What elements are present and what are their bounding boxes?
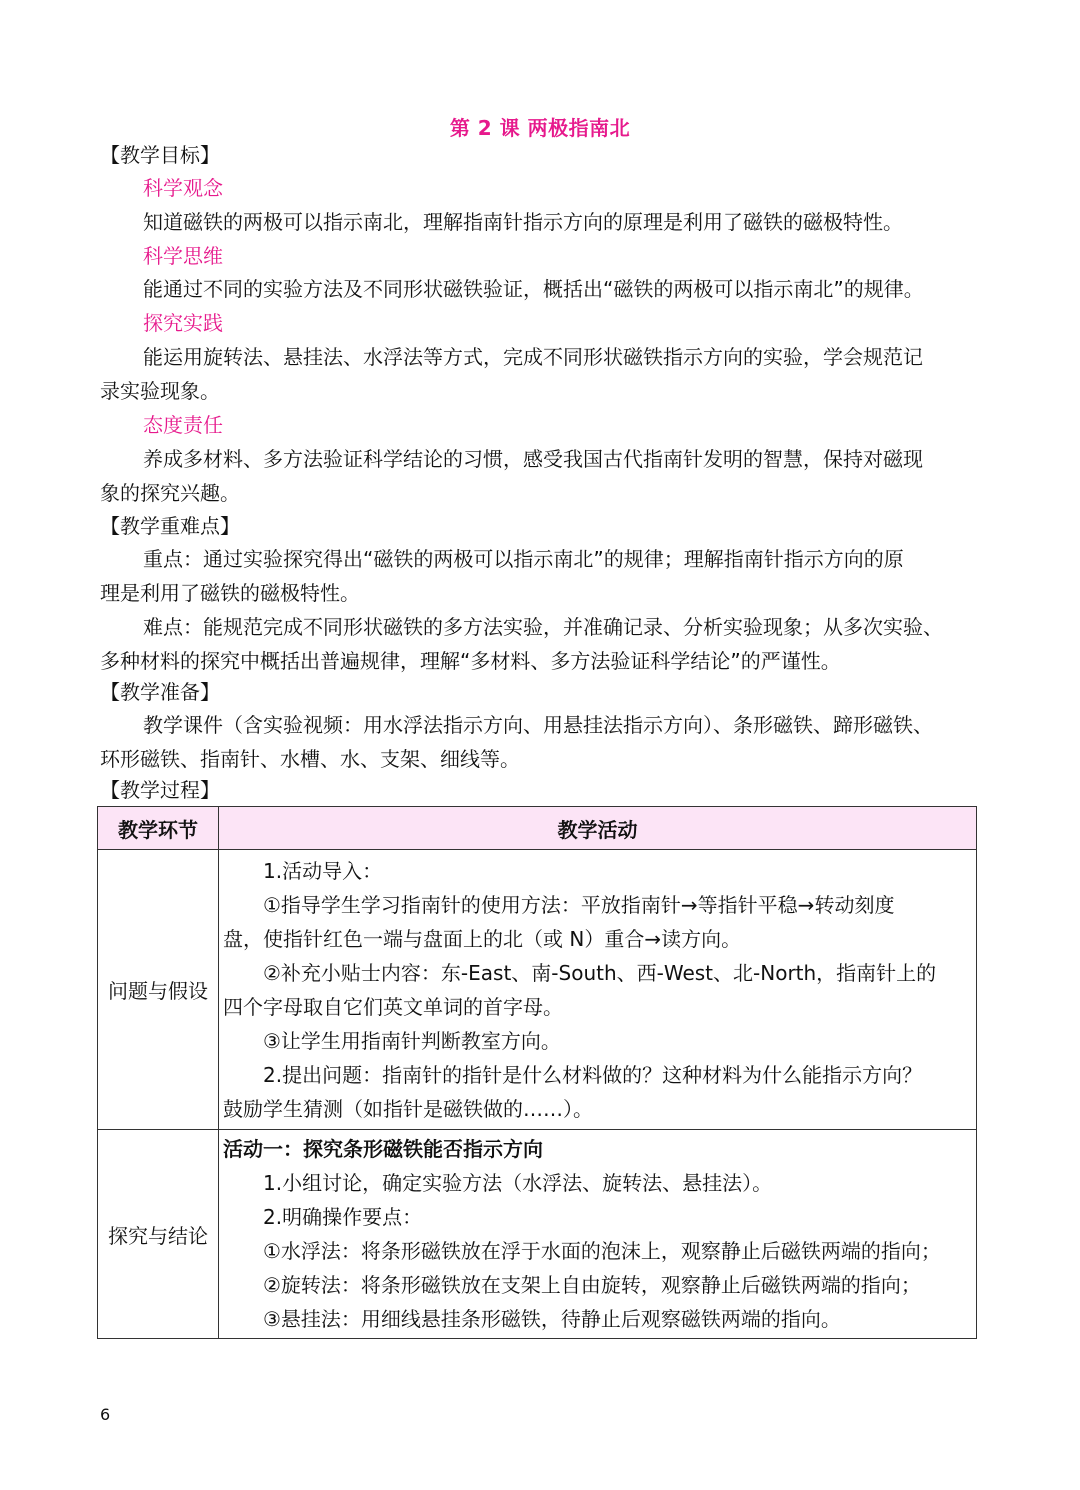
activity-line: 四个字母取自它们英文单词的首字母。 (223, 994, 563, 1019)
goal-concept-label: 科学观念 (143, 176, 223, 200)
table-row (98, 1130, 977, 1339)
activity-line: ①指导学生学习指南针的使用方法：平放指南针→等指针平稳→转动刻度 (263, 892, 895, 917)
goal-attitude-label: 态度责任 (143, 413, 223, 437)
activity-line: 2.提出问题：指南针的指针是什么材料做的？这种材料为什么能指示方向？ (263, 1062, 923, 1087)
goal-thinking-text: 能通过不同的实验方法及不同形状磁铁验证，概括出“磁铁的两极可以指示南北”的规律。 (143, 277, 924, 301)
process-heading: 【教学过程】 (100, 778, 220, 802)
activity-line: 盘，使指针红色一端与盘面上的北（或 N）重合→读方向。 (223, 926, 742, 951)
lesson-title: 第 2 课 两极指南北 (449, 116, 631, 140)
goal-practice-label: 探究实践 (143, 311, 223, 335)
key-point-2: 理是利用了磁铁的磁极特性。 (100, 581, 360, 605)
stage-cell: 问题与假设 (98, 850, 219, 1130)
goal-attitude-text-1: 养成多材料、多方法验证科学结论的习惯，感受我国古代指南针发明的智慧，保持对磁现 (143, 447, 923, 471)
stage-cell: 探究与结论 (98, 1130, 219, 1339)
key-point-1: 重点：通过实验探究得出“磁铁的两极可以指示南北”的规律；理解指南针指示方向的原 (143, 547, 904, 571)
table-header-row (98, 807, 977, 850)
key-heading: 【教学重难点】 (100, 514, 240, 538)
activity-line: ③让学生用指南针判断教室方向。 (263, 1028, 561, 1053)
goal-concept-text: 知道磁铁的两极可以指示南北，理解指南针指示方向的原理是利用了磁铁的磁极特性。 (143, 210, 903, 234)
prep-text-1: 教学课件（含实验视频：用水浮法指示方向、用悬挂法指示方向）、条形磁铁、蹄形磁铁、 (143, 713, 933, 737)
activity-cell (219, 850, 977, 1130)
goal-practice-text-2: 录实验现象。 (100, 379, 220, 403)
activity-line: ②旋转法：将条形磁铁放在支架上自由旋转，观察静止后磁铁两端的指向； (263, 1273, 921, 1297)
activity-line: 2.明确操作要点： (263, 1205, 423, 1229)
goal-practice-text-1: 能运用旋转法、悬挂法、水浮法等方式，完成不同形状磁铁指示方向的实验，学会规范记 (143, 345, 923, 369)
activity-line: ②补充小贴士内容：东-East、南-South、西-West、北-North，指南针上的 (263, 960, 937, 985)
difficulty-2: 多种材料的探究中概括出普遍规律，理解“多材料、多方法验证科学结论”的严谨性。 (100, 649, 841, 673)
activity-line: ①水浮法：将条形磁铁放在浮于水面的泡沫上，观察静止后磁铁两端的指向； (263, 1239, 941, 1263)
activity-title: 活动一：探究条形磁铁能否指示方向 (223, 1137, 543, 1161)
difficulty-1: 难点：能规范完成不同形状磁铁的多方法实验，并准确记录、分析实验现象；从多次实验、 (143, 615, 943, 639)
page-number: 6 (100, 1405, 111, 1424)
process-table (97, 806, 977, 1339)
activity-line: 1.小组讨论，确定实验方法（水浮法、旋转法、悬挂法）。 (263, 1171, 773, 1195)
table-row (98, 850, 977, 1130)
prep-heading: 【教学准备】 (100, 680, 220, 704)
prep-text-2: 环形磁铁、指南针、水槽、水、支架、细线等。 (100, 747, 520, 771)
goal-attitude-text-2: 象的探究兴趣。 (100, 481, 240, 505)
goal-thinking-label: 科学思维 (143, 244, 223, 268)
goals-heading: 【教学目标】 (100, 143, 220, 167)
activity-line: ③悬挂法：用细线悬挂条形磁铁，待静止后观察磁铁两端的指向。 (263, 1307, 841, 1331)
header-stage: 教学环节 (98, 807, 219, 850)
activity-cell (219, 1130, 977, 1339)
activity-line: 1.活动导入： (263, 858, 383, 883)
header-activity: 教学活动 (219, 807, 977, 850)
activity-line: 鼓励学生猜测（如指针是磁铁做的……）。 (223, 1096, 593, 1121)
